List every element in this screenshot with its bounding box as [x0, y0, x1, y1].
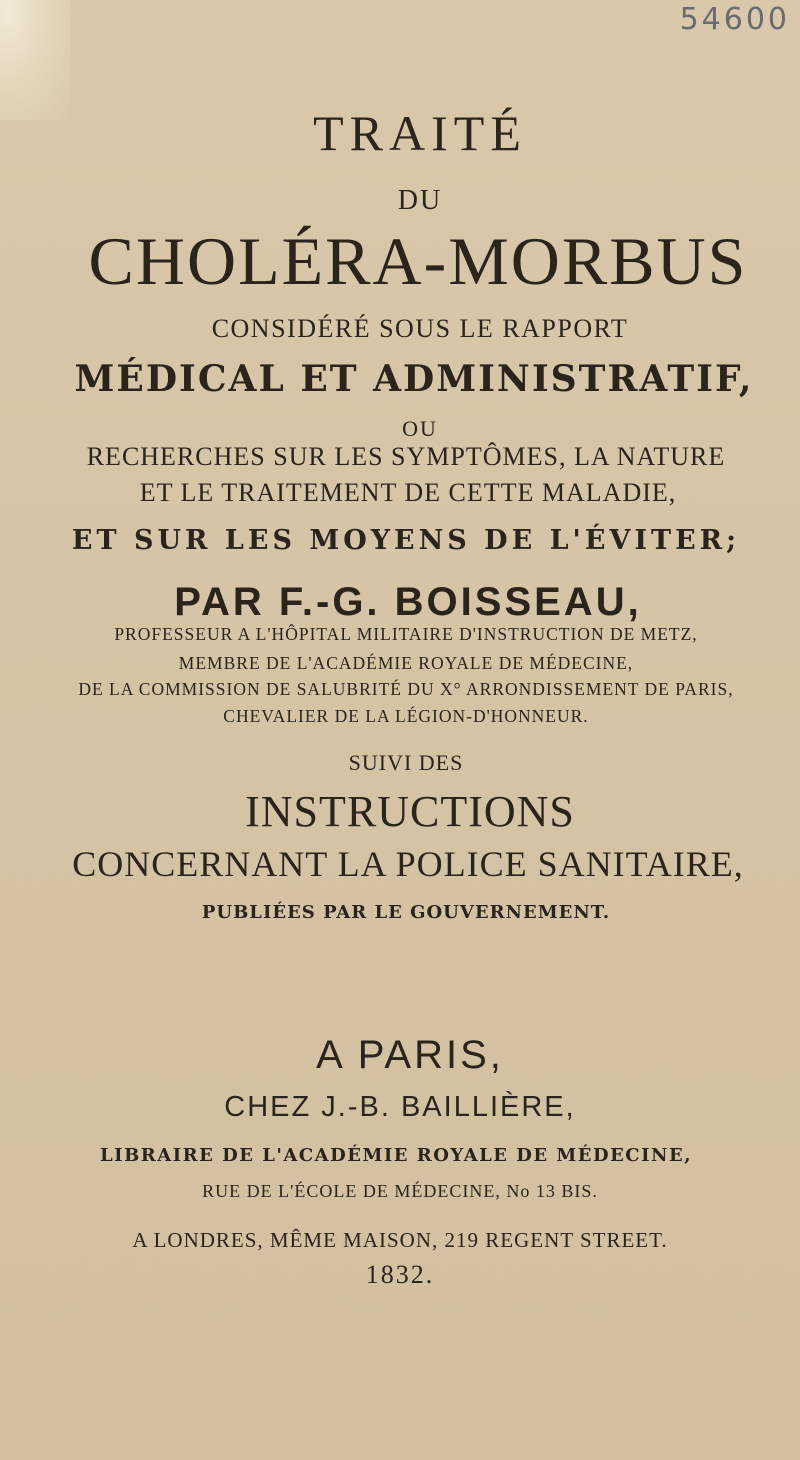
author-byline: PAR F.-G. BOISSEAU, [174, 580, 642, 624]
imprint-london: A LONDRES, MÊME MAISON, 219 REGENT STREET. [132, 1228, 668, 1252]
imprint-libraire: LIBRAIRE DE L'ACADÉMIE ROYALE DE MÉDECINE, [100, 1145, 692, 1166]
author-credential: DE LA COMMISSION DE SALUBRITÉ DU X° ARRONDISSEMENT DE PARIS, [78, 679, 734, 699]
supplement-instructions: INSTRUCTIONS [245, 787, 575, 836]
imprint-address: RUE DE L'ÉCOLE DE MÉDECINE, No 13 BIS. [202, 1181, 598, 1201]
title-medical-administratif: MÉDICAL ET ADMINISTRATIF, [74, 358, 754, 400]
subtitle-line-2: ET LE TRAITEMENT DE CETTE MALADIE, [139, 478, 677, 507]
subtitle-line-3: ET SUR LES MOYENS DE L'ÉVITER; [71, 525, 741, 556]
supplement-publiees: PUBLIÉES PAR LE GOUVERNEMENT. [201, 902, 611, 923]
author-credential: MEMBRE DE L'ACADÉMIE ROYALE DE MÉDECINE, [178, 653, 634, 673]
title-ou: OU [402, 416, 438, 441]
author-credential: PROFESSEUR A L'HÔPITAL MILITAIRE D'INSTRUCTION DE METZ, [114, 624, 698, 644]
title-traite: TRAITÉ [313, 105, 527, 161]
imprint-city: A PARIS, [316, 1033, 504, 1077]
imprint-year: 1832. [365, 1260, 435, 1289]
supplement-concernant: CONCERNANT LA POLICE SANITAIRE, [72, 844, 744, 884]
subtitle-line-1: RECHERCHES SUR LES SYMPTÔMES, LA NATURE [86, 442, 726, 471]
title-considere: CONSIDÉRÉ SOUS LE RAPPORT [211, 314, 629, 343]
title-cholera-morbus: CHOLÉRA-MORBUS [88, 223, 748, 299]
author-credential: CHEVALIER DE LA LÉGION-D'HONNEUR. [223, 706, 589, 726]
imprint-publisher: CHEZ J.-B. BAILLIÈRE, [224, 1091, 576, 1123]
supplement-suivi: SUIVI DES [348, 750, 464, 775]
title-du: DU [397, 185, 443, 216]
paper-stain [0, 0, 70, 120]
shelfmark-number: 54600 [679, 2, 790, 37]
